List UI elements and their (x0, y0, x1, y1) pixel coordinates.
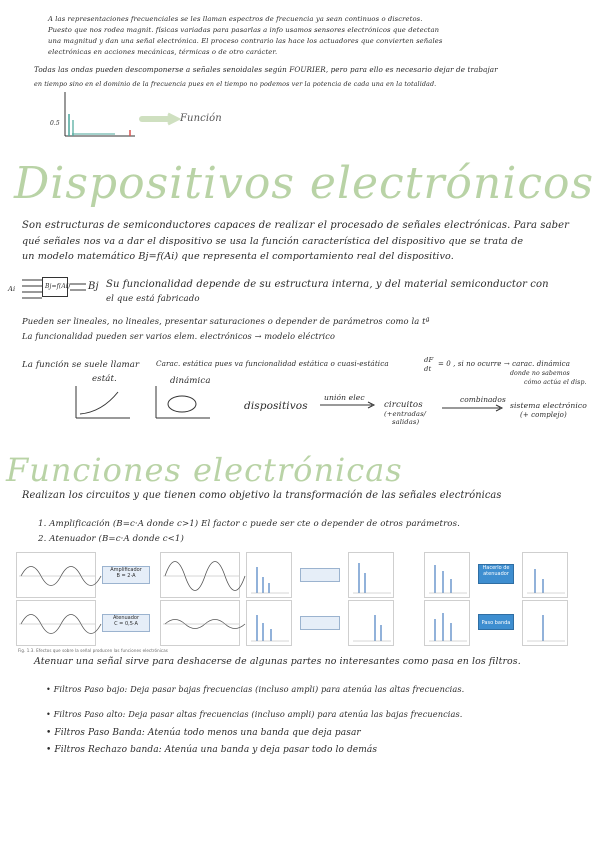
figure-block-4-label: Paso banda (481, 620, 511, 626)
figure-spectrum-3 (424, 552, 470, 598)
spectrum-graph (60, 92, 140, 142)
figure-spectrum-2 (348, 552, 394, 598)
input-label-ai: Ai (8, 285, 16, 293)
figure-caption: Fig. 1.3. Efectos que sobre la señal producen las funciones electrónicas (18, 648, 168, 653)
graph-label: Función (180, 113, 222, 124)
arrow-icon (140, 112, 180, 126)
figure-block-atenuador-label: Atenuador (112, 615, 140, 621)
deriv-numerator: dF (424, 356, 434, 364)
flow-combinados: combinados (460, 395, 506, 404)
flow-arrow-1 (318, 400, 378, 410)
s1-paragraph-1: Son estructuras de semiconductores capaces de realizar el procesado de señales electrónicas. Para saber (22, 220, 570, 231)
intro-line-2: Puesto que nos rodea magnit. físicas variadas para pasarlas a info usamos sensores electrónicos que detectan (48, 26, 440, 34)
graph-dinamica-label: dinámica (170, 376, 211, 386)
flow-arrow-2 (440, 403, 506, 413)
filter-high-pass: • Filtros Paso alto: Deja pasar altas frecuencias (incluso ampli) para atenúa las bajas frecuencias. (46, 709, 463, 719)
filter-band-pass: • Filtros Paso Banda: Atenúa todo menos una banda que deja pasar (46, 728, 361, 738)
flow-sistema-sub: (+ complejo) (520, 411, 567, 419)
function-block-label: Bj=f(Ai) (45, 283, 71, 290)
function-block (42, 277, 71, 297)
s1-functionality-2: el que está fabricado (106, 294, 200, 304)
figure-spectrum-5 (246, 600, 292, 646)
s1-paragraph-6a: La función se suele llamar (22, 360, 140, 370)
s2-paragraph-1: Realizan los circuitos y que tienen como objetivo la transformación de las señales electrónicas (22, 490, 502, 501)
graph-tick: 0.5 (50, 120, 60, 127)
flow-circuitos: circuitos (384, 400, 423, 410)
figure-block-amplificador-formula: B = 2·A (116, 573, 136, 579)
flow-dispositivos: dispositivos (244, 400, 308, 412)
s1-functionality-1: Su funcionalidad depende de su estructura interna, y del material semiconductor con (106, 279, 549, 290)
figure-spectrum-7 (424, 600, 470, 646)
intro-line-3: una magnitud y dan una señal electrónica. El proceso contrario las hace los actuadores que convierten señales (48, 37, 443, 45)
s1-paragraph-4: Pueden ser lineales, no lineales, presentar saturaciones o depender de parámetros como la tª (22, 316, 430, 326)
figure-spectrum-1 (246, 552, 292, 598)
figure-block-3-label: Hacerlo de atenuador (482, 565, 510, 577)
graph-estatica-label: estát. (92, 374, 117, 384)
filter-band-reject: • Filtros Rechazo banda: Atenúa una banda y deja pasar todo lo demás (46, 745, 378, 755)
intro-line-6: en tiempo sino en el dominio de la frecuencia pues en el tiempo no podemos ver la potencia de cada una en la totalidad. (34, 80, 437, 88)
flow-sistema: sistema electrónico (510, 401, 587, 410)
figure-block-paso-banda (478, 614, 514, 630)
s2-paragraph-2: Atenuar una señal sirve para deshacerse de algunas partes no interesantes como pasa en los filtros. (34, 656, 521, 667)
figure-sine-in-1 (16, 552, 96, 598)
figure-sine-out-1 (160, 552, 240, 598)
figure-spectrum-6 (348, 600, 394, 646)
s1-paragraph-5: La funcionalidad pueden ser varios elem. electrónicos → modelo eléctrico (22, 331, 335, 341)
figure-block-atenuador (102, 614, 150, 632)
note-line-1: donde no sabemos (510, 370, 570, 377)
intro-line-5: Todas las ondas pueden descomponerse a señales senoidales según FOURIER, pero para ello es necesario dejar de trabajar (34, 65, 498, 74)
s1-paragraph-6b: Carac. estática pues va funcionalidad estática o cuasi-estática (156, 359, 389, 368)
static-curve-graph (72, 386, 132, 422)
s1-paragraph-3: un modelo matemático Bj=f(Ai) que representa el comportamiento real del dispositivo. (22, 251, 454, 262)
figure-block-atenuador-formula: C = 0,5·A (114, 621, 138, 627)
figure-block-filter-2 (300, 616, 340, 630)
flow-circuitos-sub-1: (+entradas/ (384, 410, 427, 418)
dynamic-curve-graph (152, 386, 212, 422)
section-title-funciones: Funciones electrónicas (6, 451, 403, 489)
figure-sine-out-2 (160, 600, 240, 646)
figure-block-atenuador-hecho (478, 564, 514, 584)
s1-paragraph-6c: = 0 , si no ocurre → carac. dinámica (438, 360, 570, 368)
s2-item-1: 1. Amplificación (B=c·A donde c>1) El factor c puede ser cte o depender de otros parámetros. (38, 519, 460, 529)
figure-sine-in-2 (16, 600, 96, 646)
figure-spectrum-8 (522, 600, 568, 646)
intro-line-4: electrónicas en acciones mecánicas, térmicas o de otro carácter. (48, 48, 278, 56)
figure-block-amplificador-label: Amplificador (110, 567, 142, 573)
s2-item-2: 2. Atenuador (B=c·A donde c<1) (38, 534, 184, 544)
note-line-2: cómo actúa el disp. (524, 379, 587, 386)
intro-line-1: A las representaciones frecuenciales se les llaman espectros de frecuencia ya sean continuos o discretos. (48, 15, 423, 23)
s1-paragraph-2: qué señales nos va a dar el dispositivo se usa la función característica del dispositivo que se trata de (22, 236, 524, 247)
flow-circuitos-sub-2: salidas) (392, 418, 420, 426)
figure-block-filter-1 (300, 568, 340, 582)
flow-union: unión elec (324, 393, 365, 402)
filter-low-pass: • Filtros Paso bajo: Deja pasar bajas frecuencias (incluso ampli) para atenúa las altas frecuencias. (46, 684, 465, 694)
figure-spectrum-4 (522, 552, 568, 598)
deriv-denominator: dt (424, 365, 432, 373)
output-label-bj: Bj (88, 281, 99, 292)
figure-block-amplificador (102, 566, 150, 584)
section-title-dispositivos: Dispositivos electrónicos (14, 158, 595, 209)
